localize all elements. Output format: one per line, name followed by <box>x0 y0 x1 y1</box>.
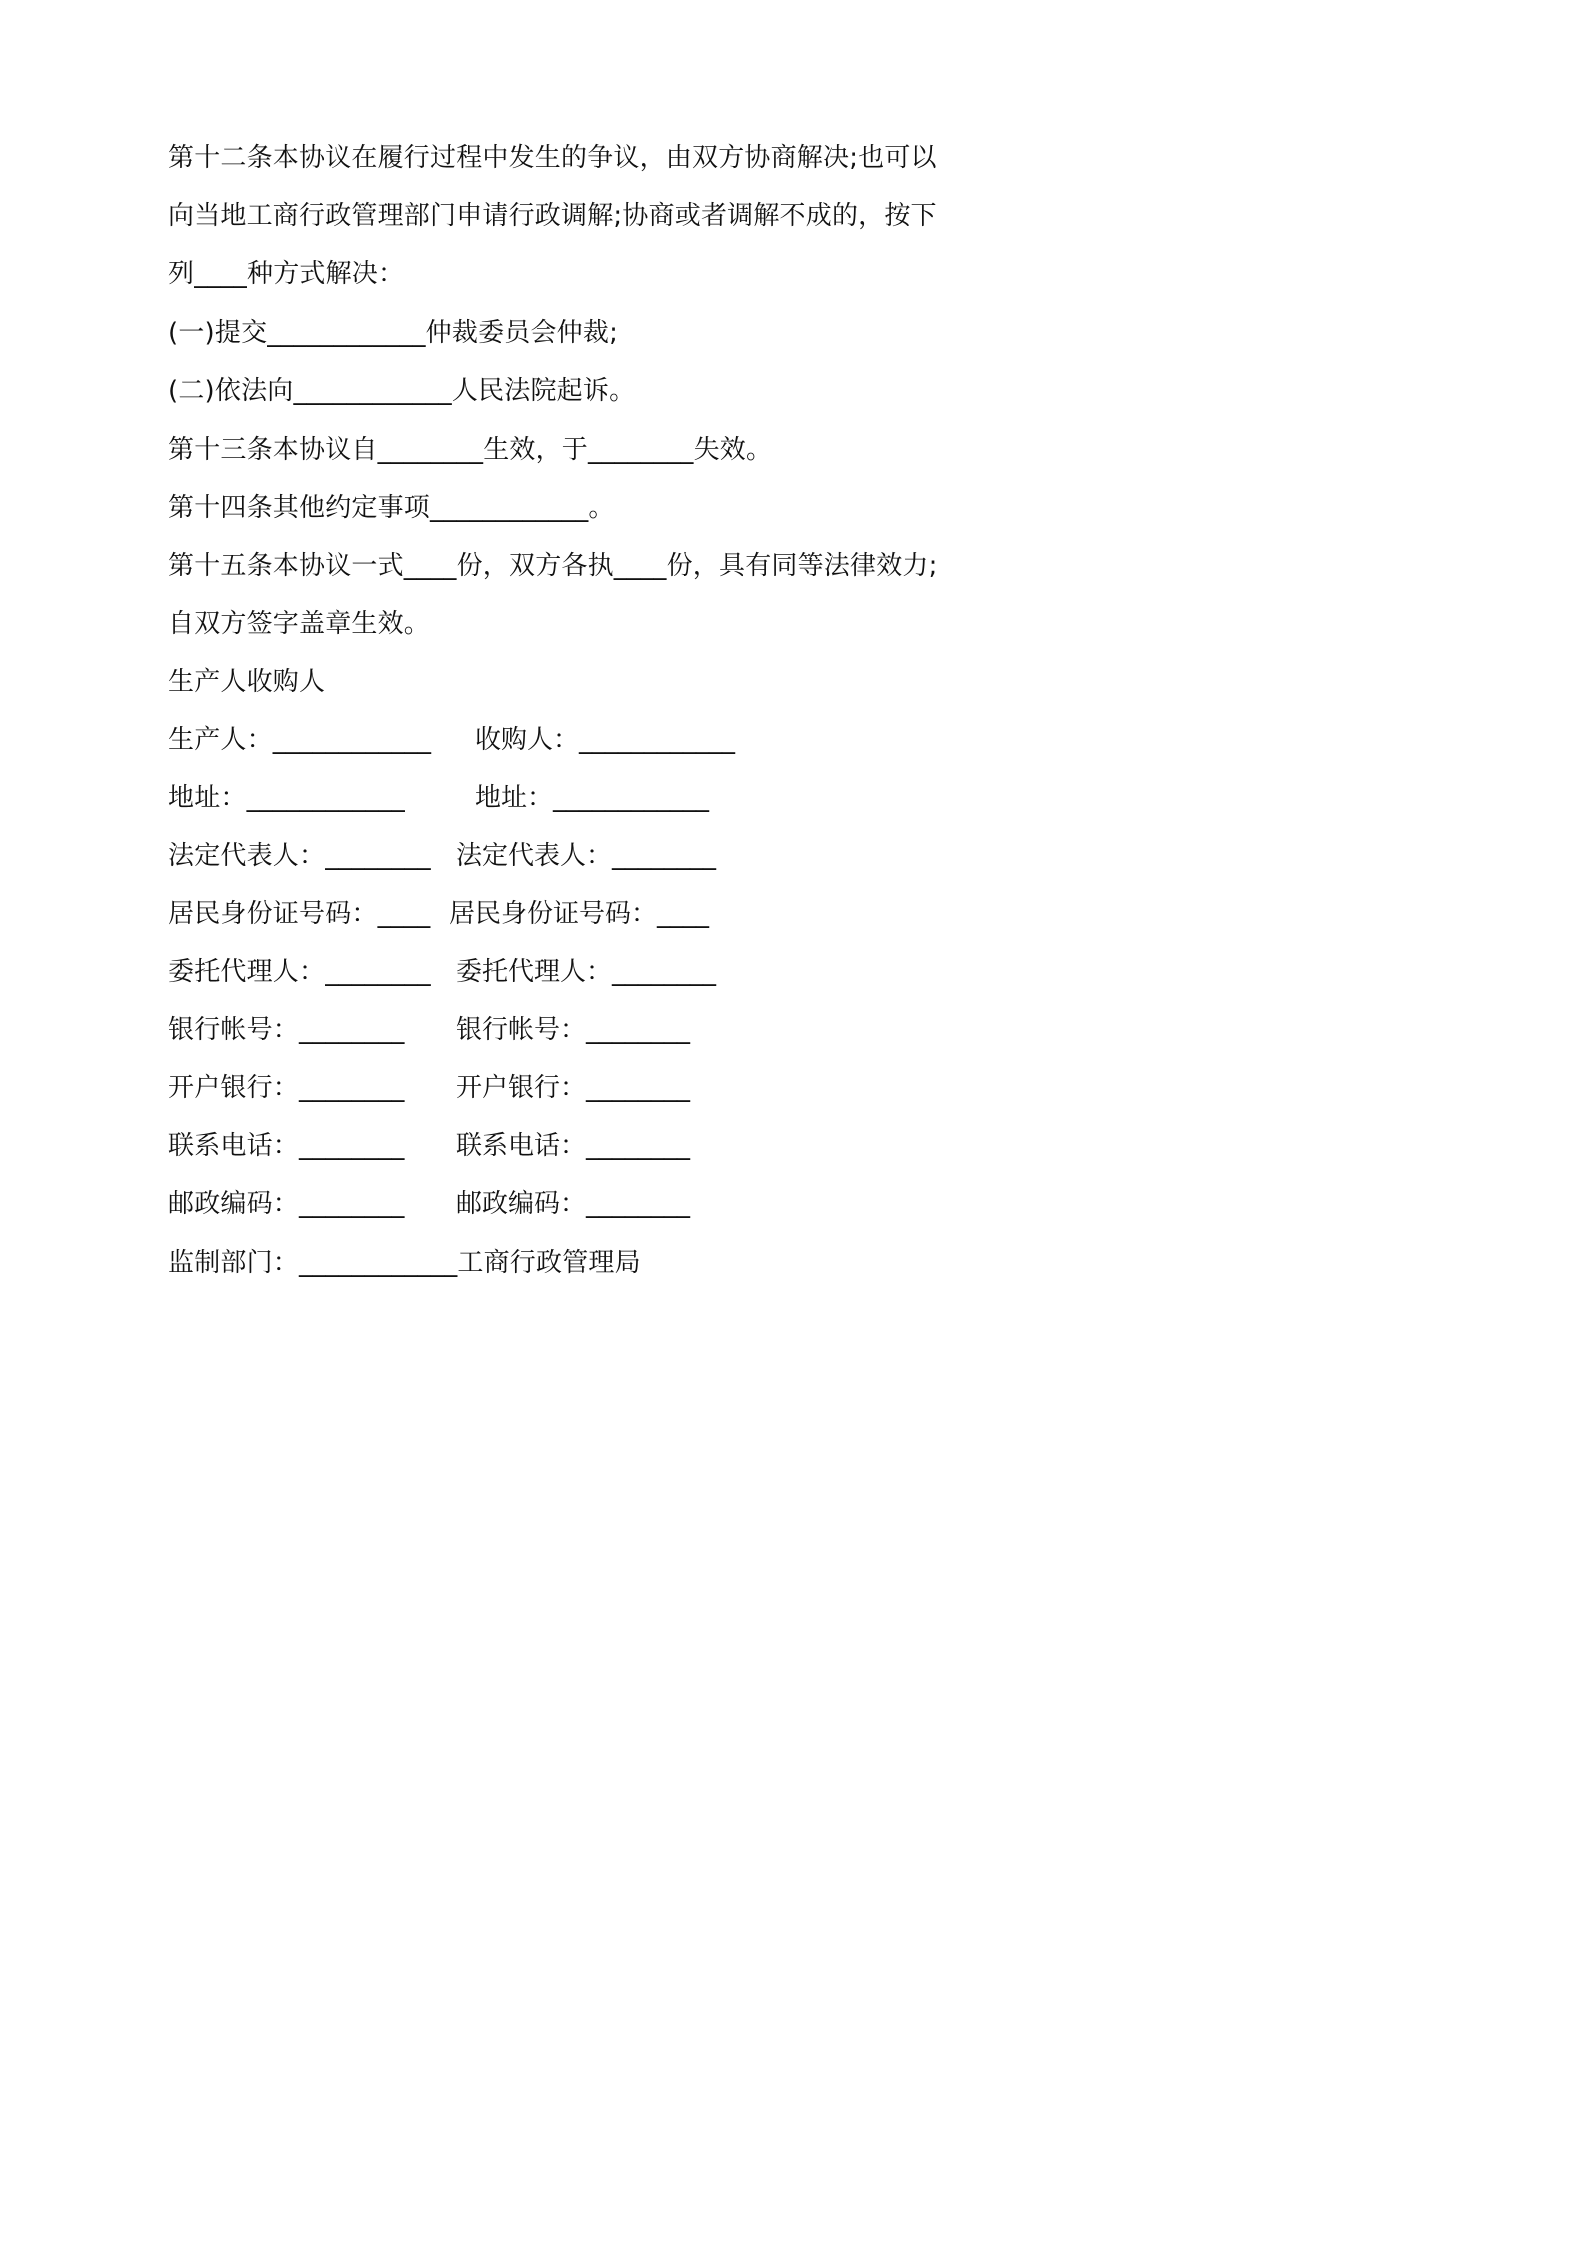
signature-header: 生产人收购人 <box>168 667 326 697</box>
producer-id-number-field: 居民身份证号码：____ <box>168 899 431 929</box>
article-13: 第十三条本协议自________生效，于________失效。 <box>168 435 773 465</box>
article-15-line-1: 第十五条本协议一式____份，双方各执____份，具有同等法律效力; <box>168 551 938 581</box>
purchaser-postcode-field: 邮政编码：________ <box>456 1189 691 1219</box>
purchaser-agent-field: 委托代理人：________ <box>456 957 717 987</box>
producer-name-field: 生产人：____________ <box>168 725 432 755</box>
dispute-option-2: (二)依法向____________人民法院起诉。 <box>168 376 636 406</box>
purchaser-address-field: 地址：____________ <box>475 783 710 813</box>
producer-address-field: 地址：____________ <box>168 783 406 813</box>
article-15-line-2: 自双方签字盖章生效。 <box>168 609 431 639</box>
purchaser-bank-field: 开户银行：________ <box>456 1073 691 1103</box>
purchaser-phone-field: 联系电话：________ <box>456 1131 691 1161</box>
producer-legal-rep-field: 法定代表人：________ <box>168 841 431 871</box>
article-12-line-3: 列____种方式解决： <box>168 259 405 289</box>
purchaser-name-field: 收购人：____________ <box>475 725 736 755</box>
producer-agent-field: 委托代理人：________ <box>168 957 431 987</box>
producer-postcode-field: 邮政编码：________ <box>168 1189 405 1219</box>
supervision-department: 监制部门：____________工商行政管理局 <box>168 1248 641 1278</box>
article-12-line-1: 第十二条本协议在履行过程中发生的争议，由双方协商解决;也可以 <box>168 143 937 173</box>
article-14: 第十四条其他约定事项____________。 <box>168 493 615 523</box>
article-12-line-2: 向当地工商行政管理部门申请行政调解;协商或者调解不成的，按下 <box>168 201 937 231</box>
dispute-option-1: (一)提交____________仲裁委员会仲裁; <box>168 318 619 348</box>
purchaser-id-number-field: 居民身份证号码：____ <box>449 899 710 929</box>
purchaser-bank-account-field: 银行帐号：________ <box>456 1015 691 1045</box>
document-page <box>0 0 1100 1556</box>
purchaser-legal-rep-field: 法定代表人：________ <box>456 841 717 871</box>
producer-bank-account-field: 银行帐号：________ <box>168 1015 405 1045</box>
producer-phone-field: 联系电话：________ <box>168 1131 405 1161</box>
producer-bank-field: 开户银行：________ <box>168 1073 405 1103</box>
